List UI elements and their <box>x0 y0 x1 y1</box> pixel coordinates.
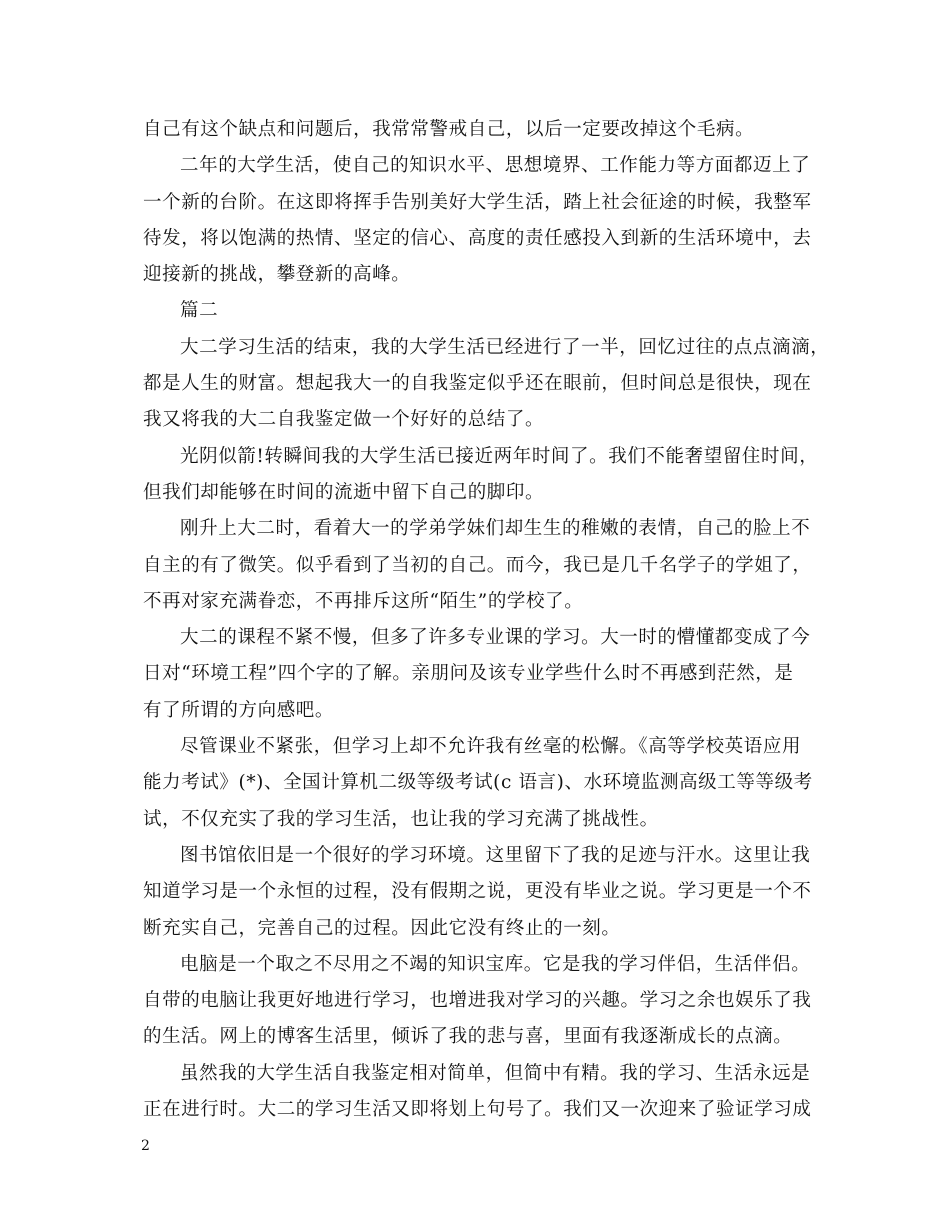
page-number: 2 <box>141 1138 150 1154</box>
text-line: 但我们却能够在时间的流逝中留下自己的脚印。 <box>143 481 545 503</box>
text-line: 自带的电脑让我更好地进行学习，也增进我对学习的兴趣。学习之余也娱乐了我 <box>143 990 812 1012</box>
text-line: 知道学习是一个永恒的过程，没有假期之说，更没有毕业之说。学习更是一个不 <box>143 881 812 903</box>
text-line: 自己有这个缺点和问题后，我常常警戒自己，以后一定要改掉这个毛病。 <box>143 119 755 140</box>
text-line: 光阴似箭!转瞬间我的大学生活已接近两年时间了。我们不能奢望留住时间， <box>180 445 819 467</box>
text-line: 不再对家充满眷恋，不再排斥这所“陌生”的学校了。 <box>143 590 584 612</box>
text-line: 试，不仅充实了我的学习生活，也让我的学习充满了挑战性。 <box>143 808 659 830</box>
text-line: 都是人生的财富。想起我大一的自我鉴定似乎还在眼前，但时间总是很快，现在 <box>143 373 812 395</box>
text-line: 能力考试》(*)、全国计算机二级等级考试(c 语言)、水环境监测高级工等等级考 <box>143 772 813 794</box>
text-line: 待发，将以饱满的热情、坚定的信心、高度的责任感投入到新的生活环境中，去 <box>143 227 812 249</box>
section-heading: 篇二 <box>180 300 219 322</box>
document-body <box>143 112 830 1128</box>
text-line: 图书馆依旧是一个很好的学习环境。这里留下了我的足迹与汗水。这里让我 <box>180 844 811 866</box>
text-line: 我又将我的大二自我鉴定做一个好好的总结了。 <box>143 409 545 431</box>
text-line: 大二学习生活的结束，我的大学生活已经进行了一半，回忆过往的点点滴滴， <box>180 336 830 358</box>
text-line: 刚升上大二时，看着大一的学弟学妹们却生生的稚嫩的表情，自己的脸上不 <box>180 518 811 540</box>
text-line: 二年的大学生活，使自己的知识水平、思想境界、工作能力等方面都迈上了 <box>180 155 811 177</box>
text-line: 日对“环境工程”四个字的了解。亲朋问及该专业学些什么时不再感到茫然，是 <box>143 663 794 685</box>
text-line: 电脑是一个取之不尽用之不竭的知识宝库。它是我的学习伴侣，生活伴侣。 <box>180 953 811 975</box>
text-line: 断充实自己，完善自己的过程。因此它没有终止的一刻。 <box>143 917 621 939</box>
text-line: 正在进行时。大二的学习生活又即将划上句号了。我们又一次迎来了验证学习成 <box>143 1099 812 1121</box>
text-line: 一个新的台阶。在这即将挥手告别美好大学生活，踏上社会征途的时候，我整军 <box>143 191 812 213</box>
text-line: 迎接新的挑战，攀登新的高峰。 <box>143 264 411 286</box>
text-line: 大二的课程不紧不慢，但多了许多专业课的学习。大一时的懵懂都变成了今 <box>180 627 811 649</box>
text-line: 的生活。网上的博客生活里，倾诉了我的悲与喜，里面有我逐渐成长的点滴。 <box>143 1026 793 1048</box>
text-line: 虽然我的大学生活自我鉴定相对简单，但简中有精。我的学习、生活永远是 <box>180 1062 811 1084</box>
text-line: 有了所谓的方向感吧。 <box>143 699 335 721</box>
text-line: 自主的有了微笑。似乎看到了当初的自己。而今，我已是几千名学子的学姐了， <box>143 554 812 576</box>
text-line: 尽管课业不紧张，但学习上却不允许我有丝毫的松懈。《高等学校英语应用 <box>180 736 802 758</box>
